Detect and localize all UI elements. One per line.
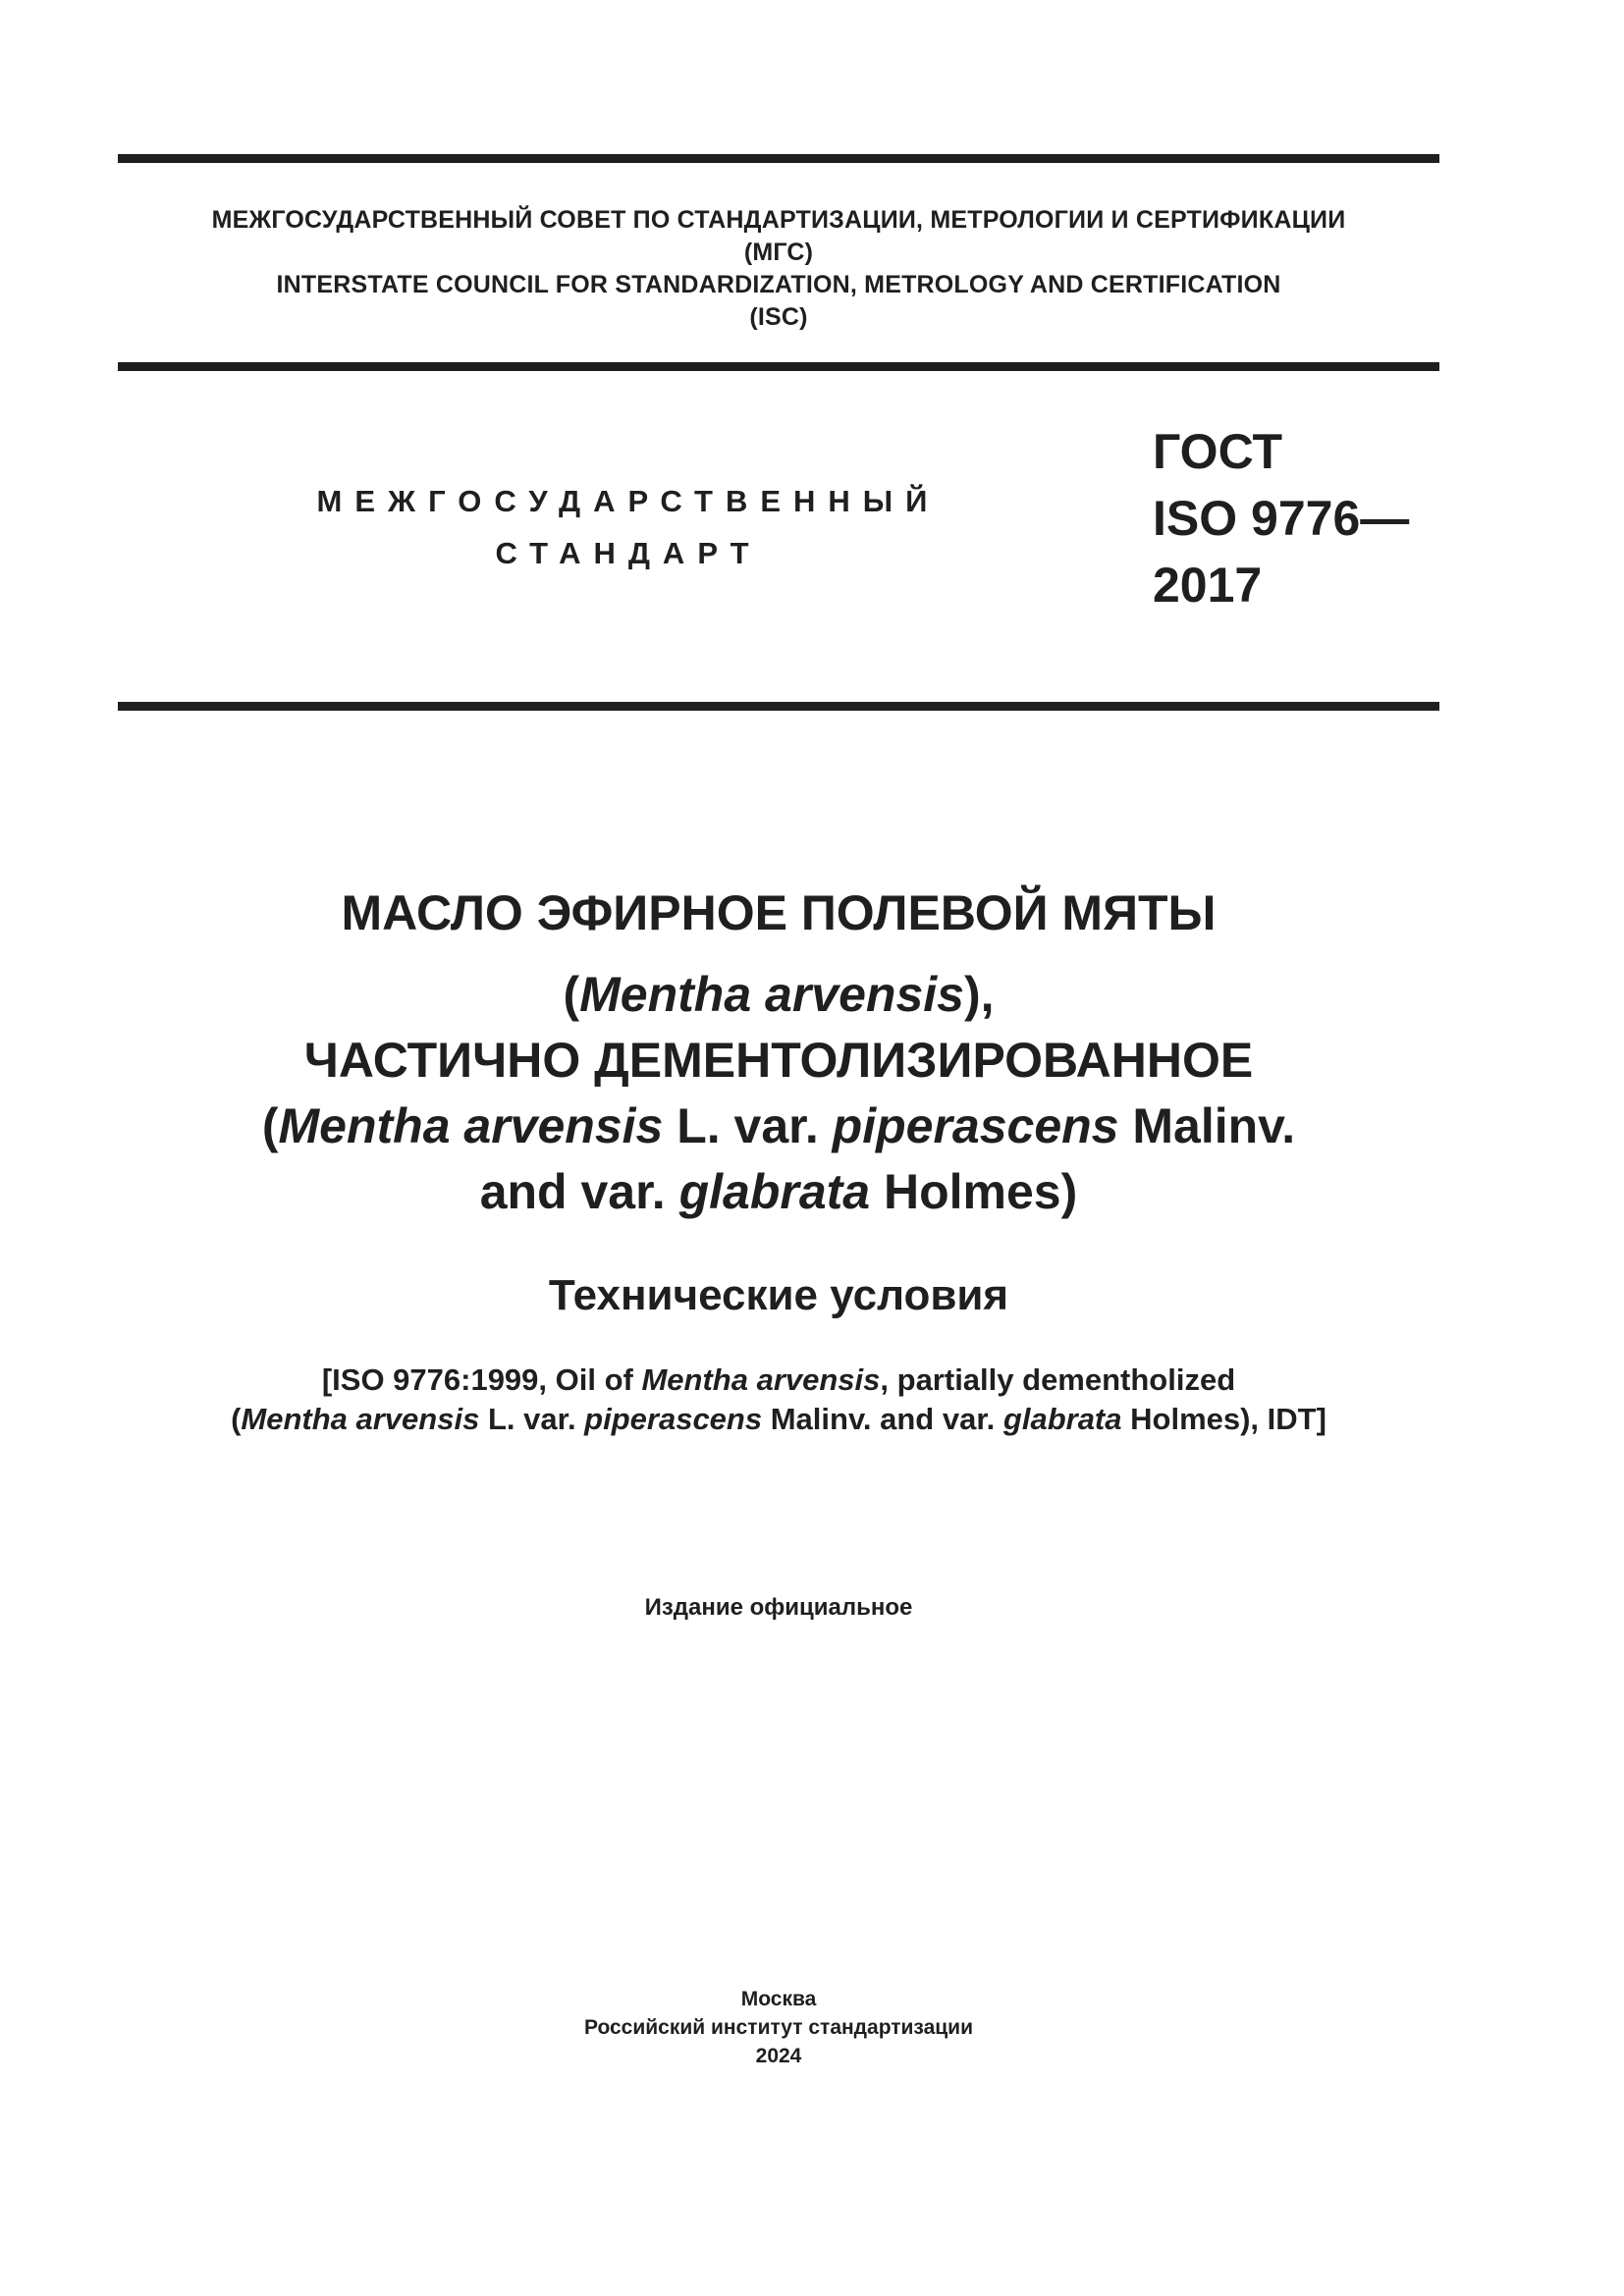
title-line4: (Mentha arvensis L. var. piperascens Malinv.: [261, 1098, 1296, 1153]
title-line5: and var. glabrata Holmes): [479, 1164, 1078, 1219]
document-subtitle: Технические условия: [548, 1271, 1009, 1319]
title-line2: (Mentha arvensis),: [563, 967, 995, 1022]
top-rule: [118, 154, 1439, 163]
document-title: [118, 881, 1439, 1225]
edition-note: Издание официальное: [644, 1594, 913, 1621]
designation-divider: [118, 702, 1439, 711]
iso-reference: [118, 1361, 1439, 1439]
imprint-year: 2024: [755, 2045, 802, 2067]
council-abbr-ru: (МГС): [743, 239, 814, 266]
council-abbr-en: (ISC): [749, 303, 808, 331]
title-line3: ЧАСТИЧНО ДЕМЕНТОЛИЗИРОВАННОЕ: [303, 1033, 1254, 1088]
designation-line2: ISO 9776—: [1153, 491, 1410, 546]
header-divider: [118, 362, 1439, 371]
publisher-imprint: [118, 1985, 1439, 2070]
standard-type-line2: СТАНДАРТ: [495, 536, 762, 570]
iso-reference-line2: (Mentha arvensis L. var. piperascens Malinv. and var. glabrata Holmes), IDT]: [231, 1402, 1326, 1436]
title-line1: МАСЛО ЭФИРНОЕ ПОЛЕВОЙ МЯТЫ: [341, 885, 1217, 940]
standard-designation: [1153, 418, 1409, 618]
council-name-en: INTERSTATE COUNCIL FOR STANDARDIZATION, METROLOGY AND CERTIFICATION: [276, 271, 1281, 298]
imprint-publisher: Российский институт стандартизации: [583, 2016, 974, 2039]
designation-line1: ГОСТ: [1153, 424, 1282, 479]
council-name-ru: МЕЖГОСУДАРСТВЕННЫЙ СОВЕТ ПО СТАНДАРТИЗАЦИИ, МЕТРОЛОГИИ И СЕРТИФИКАЦИИ: [211, 206, 1346, 234]
iso-reference-line1: [ISO 9776:1999, Oil of Mentha arvensis, partially dementholized: [321, 1362, 1236, 1397]
designation-line3: 2017: [1153, 558, 1263, 613]
council-header: [118, 204, 1439, 334]
standard-type-line1: МЕЖГОСУДАРСТВЕННЫЙ: [316, 484, 941, 518]
standard-type: [275, 475, 982, 579]
imprint-city: Москва: [740, 1988, 817, 2010]
